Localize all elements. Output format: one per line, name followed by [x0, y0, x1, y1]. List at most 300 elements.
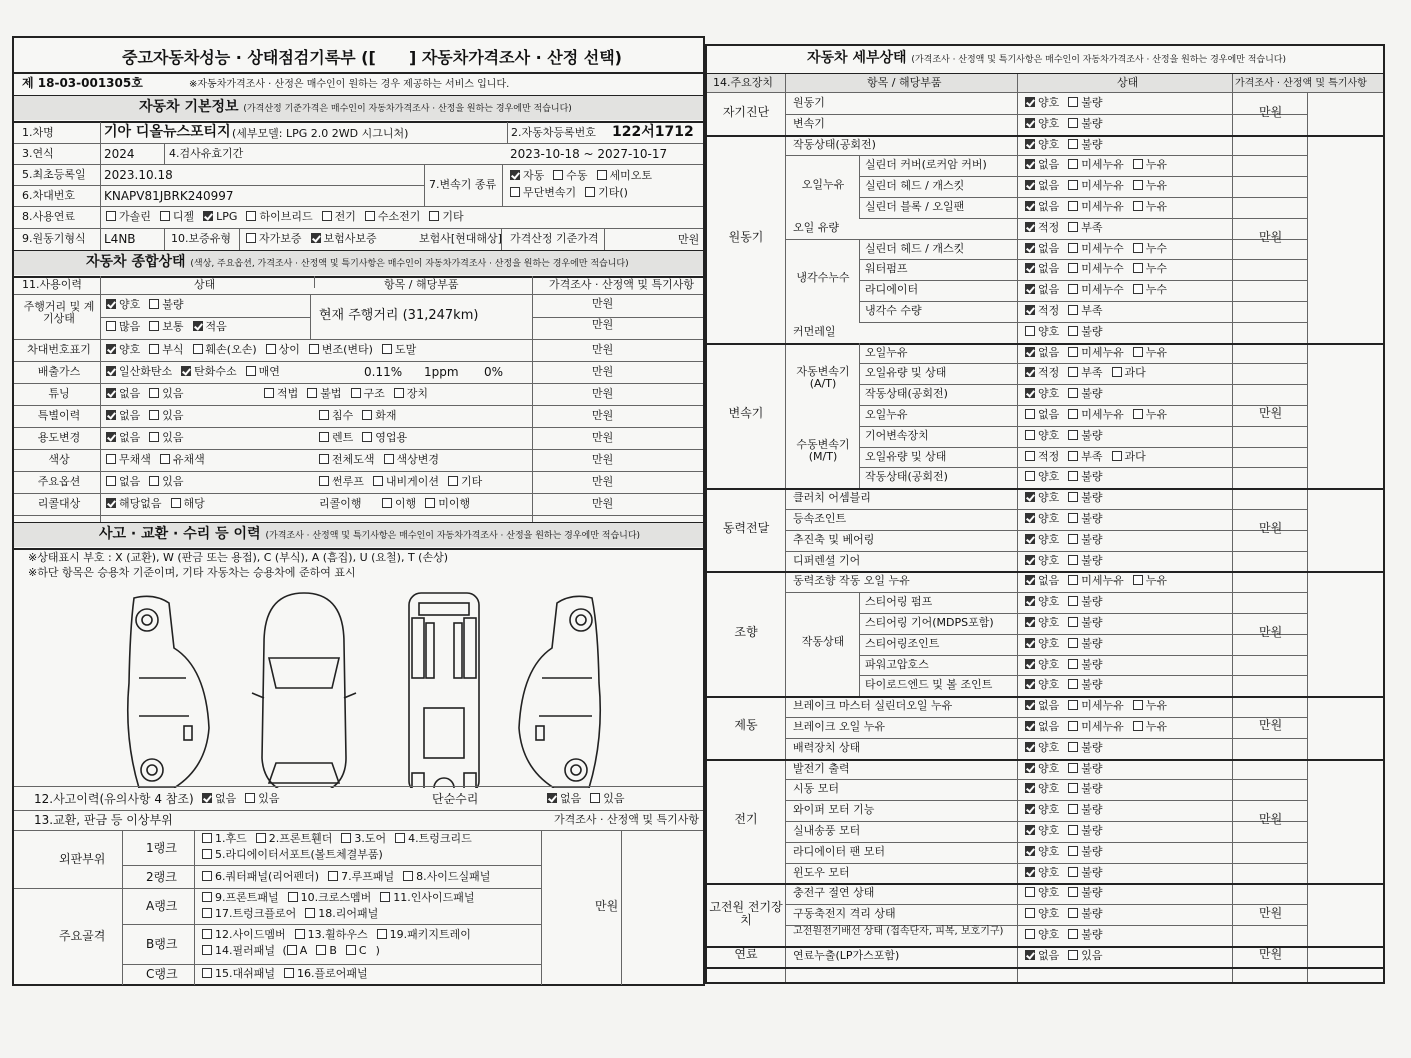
option-label: 19.패키지트레이: [389, 928, 471, 941]
checkbox[interactable]: [1068, 180, 1078, 190]
checkbox[interactable]: [319, 410, 329, 420]
detail-header: [807, 51, 1286, 66]
checkbox[interactable]: [246, 233, 256, 243]
checkbox[interactable]: [149, 299, 159, 309]
checkbox[interactable]: [1068, 451, 1078, 461]
checkbox[interactable]: [1068, 222, 1078, 232]
pillar-checkbox[interactable]: [202, 945, 212, 955]
checkbox-checked[interactable]: [106, 344, 116, 354]
option: [1025, 866, 1059, 879]
checkbox[interactable]: [288, 892, 298, 902]
checkbox-checked[interactable]: [1025, 118, 1035, 128]
option: [1068, 595, 1102, 608]
option: [149, 387, 183, 400]
overall-row-label: 용도변경: [37, 431, 81, 444]
checkbox-checked[interactable]: [1025, 159, 1035, 169]
repair-options: [547, 793, 634, 805]
checkbox[interactable]: [351, 388, 361, 398]
checkbox-checked[interactable]: [1025, 742, 1035, 752]
option: [403, 870, 490, 883]
checkbox[interactable]: [1068, 367, 1078, 377]
checkbox[interactable]: [1133, 201, 1143, 211]
accident-hist-options: [202, 793, 289, 805]
option-label: 양호: [1038, 428, 1060, 442]
checkbox[interactable]: [1068, 638, 1078, 648]
option: [1068, 96, 1102, 109]
option: [1025, 117, 1059, 130]
checkbox[interactable]: [1068, 867, 1078, 877]
accident-note: (가격조사 · 산정액 및 특기사항은 매수인이 자동차가격조사 · 산정을 원하는 경우에만 적습니다): [265, 531, 641, 541]
detail-item-label: 연료누출(LP가스포함): [793, 948, 900, 962]
checkbox[interactable]: [106, 476, 116, 486]
option: [202, 907, 296, 920]
option-label: 불량: [1081, 761, 1103, 775]
option: [429, 210, 463, 223]
checkbox[interactable]: [403, 871, 413, 881]
checkbox[interactable]: [1068, 326, 1078, 336]
checkbox[interactable]: [319, 432, 329, 442]
checkbox[interactable]: [160, 454, 170, 464]
checkbox[interactable]: [202, 833, 212, 843]
checkbox[interactable]: [149, 410, 159, 420]
checkbox[interactable]: [1068, 763, 1078, 773]
checkbox[interactable]: [590, 793, 600, 803]
option: [547, 792, 581, 805]
checkbox[interactable]: [319, 476, 329, 486]
checkbox[interactable]: [1025, 929, 1035, 939]
option-label: 양호: [1038, 96, 1060, 109]
detail-state-options: [1025, 367, 1155, 379]
checkbox[interactable]: [341, 833, 351, 843]
checkbox-checked[interactable]: [1025, 263, 1035, 273]
option-label: 불량: [1081, 116, 1103, 130]
checkbox[interactable]: [1068, 409, 1078, 419]
checkbox-checked[interactable]: [1025, 763, 1035, 773]
checkbox[interactable]: [346, 945, 356, 955]
checkbox[interactable]: [1068, 201, 1078, 211]
checkbox-checked[interactable]: [547, 793, 557, 803]
checkbox[interactable]: [264, 388, 274, 398]
checkbox-checked[interactable]: [1025, 243, 1035, 253]
checkbox[interactable]: [1112, 367, 1122, 377]
checkbox[interactable]: [1025, 430, 1035, 440]
option: [1025, 949, 1059, 962]
checkbox[interactable]: [1068, 700, 1078, 710]
checkbox[interactable]: [597, 170, 607, 180]
option-label: 미세누유: [1081, 158, 1124, 172]
option: [365, 210, 421, 223]
checkbox[interactable]: [106, 454, 116, 464]
option: [1025, 138, 1059, 151]
checkbox-checked[interactable]: [106, 432, 116, 442]
option-label: 없음: [1038, 408, 1060, 421]
checkbox-checked[interactable]: [181, 366, 191, 376]
checkbox[interactable]: [1068, 721, 1078, 731]
checkbox[interactable]: [246, 366, 256, 376]
detail-state-options: [1025, 284, 1176, 296]
checkbox[interactable]: [1133, 409, 1143, 419]
checkbox[interactable]: [1068, 846, 1078, 856]
option-label: 양호: [1038, 844, 1060, 858]
checkbox[interactable]: [1068, 534, 1078, 544]
checkbox-checked[interactable]: [1025, 534, 1035, 544]
option-label: 양호: [1038, 636, 1060, 650]
checkbox[interactable]: [266, 344, 276, 354]
checkbox[interactable]: [362, 432, 372, 442]
checkbox[interactable]: [202, 871, 212, 881]
checkbox[interactable]: [1068, 929, 1078, 939]
checkbox[interactable]: [322, 211, 332, 221]
checkbox[interactable]: [149, 344, 159, 354]
option-label: 적법: [277, 387, 299, 400]
detail-state-options: [1025, 118, 1112, 130]
option: [1133, 699, 1167, 712]
insurer-value: 보험사[현대해상]: [419, 232, 502, 245]
option: [202, 891, 279, 904]
vin-label: 6.차대번호: [22, 189, 75, 202]
checkbox[interactable]: [1068, 388, 1078, 398]
option: [1068, 325, 1102, 338]
checkbox-checked[interactable]: [1025, 347, 1035, 357]
checkbox-checked[interactable]: [106, 498, 116, 508]
detail-item-label: 실린더 커버(로커암 커버): [865, 158, 987, 172]
detail-group-label: 전기: [734, 812, 758, 826]
checkbox[interactable]: [1133, 159, 1143, 169]
checkbox[interactable]: [1068, 347, 1078, 357]
option: [1025, 616, 1059, 629]
option: [384, 453, 440, 466]
detail-price-unit: 만원: [1259, 406, 1283, 421]
checkbox[interactable]: [1068, 97, 1078, 107]
checkbox[interactable]: [1068, 159, 1078, 169]
checkbox-checked[interactable]: [1025, 305, 1035, 315]
checkbox[interactable]: [1068, 555, 1078, 565]
detail-state-options: [1025, 617, 1112, 629]
checkbox[interactable]: [149, 321, 159, 331]
car-left-side-view: [128, 596, 209, 788]
checkbox[interactable]: [160, 211, 170, 221]
option: [1133, 262, 1167, 275]
accident-title: 사고 · 교환 · 수리 등 이력: [99, 526, 261, 542]
checkbox-checked[interactable]: [1025, 367, 1035, 377]
checkbox[interactable]: [1068, 263, 1078, 273]
detail-subgroup-label: 오일누유: [801, 177, 845, 191]
overall-row-options: [106, 410, 193, 422]
checkbox[interactable]: [1068, 804, 1078, 814]
option: [106, 431, 140, 444]
option-label: 과다: [1124, 449, 1146, 463]
checkbox[interactable]: [309, 344, 319, 354]
detail-state-options: [1025, 222, 1112, 234]
checkbox[interactable]: [202, 929, 212, 939]
option: [1025, 845, 1059, 858]
form-title-part2: ] 자동차가격조사 · 산정 선택): [408, 48, 622, 67]
checkbox[interactable]: [1112, 451, 1122, 461]
checkbox[interactable]: [202, 908, 212, 918]
checkbox[interactable]: [316, 945, 326, 955]
checkbox[interactable]: [202, 968, 212, 978]
checkbox[interactable]: [1068, 659, 1078, 669]
overall-row-options: [106, 498, 214, 510]
checkbox[interactable]: [307, 388, 317, 398]
option-label: 불량: [1081, 387, 1103, 401]
option-label: 침수: [332, 409, 354, 422]
checkbox[interactable]: [149, 388, 159, 398]
checkbox-checked[interactable]: [1025, 513, 1035, 523]
checkbox-checked[interactable]: [1025, 492, 1035, 502]
checkbox[interactable]: [246, 211, 256, 221]
checkbox[interactable]: [1133, 347, 1143, 357]
option: [1068, 720, 1124, 733]
checkbox[interactable]: [448, 476, 458, 486]
form-title-part1: 중고자동차성능 · 상태점검기록부 ([: [122, 48, 376, 67]
checkbox-checked[interactable]: [1025, 222, 1035, 232]
option-label: 불량: [1081, 616, 1103, 629]
checkbox-checked[interactable]: [202, 793, 212, 803]
overall-row-label: 주행거리 및 계기상태: [23, 300, 95, 326]
checkbox-checked[interactable]: [106, 410, 116, 420]
detail-price-unit: 만원: [1259, 104, 1283, 119]
checkbox[interactable]: [245, 793, 255, 803]
option-label: 불량: [1081, 553, 1103, 567]
detail-subgroup-label: 냉각수누수: [796, 271, 850, 285]
checkbox[interactable]: [1025, 471, 1035, 481]
checkbox-checked[interactable]: [1025, 825, 1035, 835]
checkbox[interactable]: [1068, 679, 1078, 689]
option-label: 적정: [1038, 220, 1060, 234]
option-label: 양호: [1038, 616, 1060, 629]
checkbox-checked[interactable]: [1025, 139, 1035, 149]
option-label: 불량: [1081, 428, 1103, 442]
detail-state-options: [1025, 929, 1112, 941]
checkbox[interactable]: [1068, 617, 1078, 627]
checkbox-checked[interactable]: [1025, 180, 1035, 190]
checkbox[interactable]: [1133, 700, 1143, 710]
checkbox[interactable]: [1068, 305, 1078, 315]
option: [1025, 782, 1059, 795]
option: [202, 792, 236, 805]
checkbox-checked[interactable]: [203, 211, 213, 221]
checkbox[interactable]: [1025, 451, 1035, 461]
checkbox[interactable]: [384, 454, 394, 464]
option-label: 없음: [215, 792, 237, 805]
checkbox[interactable]: [202, 892, 212, 902]
checkbox-checked[interactable]: [1025, 201, 1035, 211]
checkbox[interactable]: [1068, 825, 1078, 835]
option-label: 양호: [1038, 137, 1060, 151]
checkbox[interactable]: [202, 849, 212, 859]
checkbox-checked[interactable]: [1025, 284, 1035, 294]
detail-state-options: [1025, 659, 1112, 671]
detail-state-options: [1025, 326, 1112, 338]
checkbox-checked[interactable]: [1025, 804, 1035, 814]
checkbox[interactable]: [1068, 139, 1078, 149]
option: [1068, 179, 1124, 192]
checkbox[interactable]: [1068, 471, 1078, 481]
checkbox-checked[interactable]: [1025, 388, 1035, 398]
checkbox[interactable]: [585, 187, 595, 197]
checkbox[interactable]: [362, 410, 372, 420]
checkbox[interactable]: [149, 476, 159, 486]
option-label: 15.대쉬패널: [215, 967, 275, 980]
checkbox-checked[interactable]: [1025, 638, 1035, 648]
option: [1025, 554, 1059, 567]
checkbox-checked[interactable]: [193, 321, 203, 331]
detail-state-options: [1025, 679, 1112, 691]
emission-value: 1ppm: [424, 365, 459, 379]
option: [1025, 491, 1059, 504]
checkbox[interactable]: [305, 908, 315, 918]
checkbox[interactable]: [106, 211, 116, 221]
basic-info-note: (가격산정 기준가격은 매수인이 자동차가격조사 · 산정을 원하는 경우에만 적습니다): [243, 104, 572, 114]
option-label: 3.도어: [354, 832, 387, 845]
first-reg-label: 5.최초등록일: [22, 168, 86, 181]
detail-price-unit: 만원: [1259, 812, 1283, 826]
year-value: 2024: [104, 147, 135, 161]
checkbox-checked[interactable]: [1025, 867, 1035, 877]
detail-item-label: 실린더 블록 / 오일팬: [865, 200, 965, 213]
fuel-options: [106, 211, 473, 223]
checkbox-checked[interactable]: [1025, 659, 1035, 669]
option-label: 불량: [1081, 636, 1103, 650]
checkbox[interactable]: [171, 498, 181, 508]
checkbox[interactable]: [510, 187, 520, 197]
option: [106, 387, 140, 400]
rank1-label: 1랭크: [146, 841, 177, 855]
checkbox[interactable]: [1133, 243, 1143, 253]
checkbox[interactable]: [365, 211, 375, 221]
checkbox[interactable]: [373, 476, 383, 486]
checkbox-checked[interactable]: [311, 233, 321, 243]
option-label: 양호: [1038, 116, 1060, 130]
checkbox[interactable]: [1133, 180, 1143, 190]
checkbox-checked[interactable]: [1025, 846, 1035, 856]
checkbox-checked[interactable]: [1025, 575, 1035, 585]
detail-item-label: 오일유량 및 상태: [865, 449, 947, 463]
option-label: 없음: [1038, 283, 1060, 297]
overall-row-options: [106, 366, 289, 378]
option: [1068, 158, 1124, 171]
recall-item-label: 리콜이행: [319, 497, 362, 510]
pillar-options: [287, 944, 376, 957]
option-label: 세미오토: [609, 169, 653, 182]
checkbox[interactable]: [382, 344, 392, 354]
checkbox[interactable]: [295, 929, 305, 939]
detail-group-label: 자기진단: [722, 104, 770, 119]
checkbox[interactable]: [1068, 887, 1078, 897]
checkbox-checked[interactable]: [1025, 679, 1035, 689]
detail-state-options: [1025, 305, 1112, 317]
checkbox[interactable]: [425, 498, 435, 508]
checkbox[interactable]: [1025, 908, 1035, 918]
checkbox[interactable]: [1025, 887, 1035, 897]
option-label: 양호: [1038, 657, 1060, 671]
checkbox[interactable]: [1025, 326, 1035, 336]
checkbox[interactable]: [1068, 513, 1078, 523]
option: [1025, 658, 1059, 671]
checkbox[interactable]: [193, 344, 203, 354]
checkbox[interactable]: [382, 498, 392, 508]
option-label: 불량: [162, 298, 184, 311]
checkbox-checked[interactable]: [1025, 617, 1035, 627]
option-label: 일산화탄소: [119, 365, 173, 378]
option: [1025, 304, 1059, 317]
option: [1025, 699, 1059, 712]
outer-panel-label: 외판부위: [59, 852, 106, 866]
checkbox[interactable]: [1133, 284, 1143, 294]
checkbox[interactable]: [1133, 721, 1143, 731]
checkbox[interactable]: [380, 892, 390, 902]
checkbox[interactable]: [1025, 409, 1035, 419]
detail-item-label: 스티어링 펌프: [865, 595, 933, 609]
option: [149, 320, 183, 333]
overall-price-unit: 만원: [592, 387, 614, 400]
detail-subgroup-label: 작동상태: [801, 635, 845, 649]
option: [1068, 803, 1102, 816]
option: [425, 497, 470, 510]
option-label: 탄화수소: [194, 365, 237, 378]
checkbox[interactable]: [256, 833, 266, 843]
option: [1068, 117, 1102, 130]
overall-row-options: [106, 432, 193, 444]
checkbox-checked[interactable]: [1025, 721, 1035, 731]
checkbox[interactable]: [553, 170, 563, 180]
checkbox-checked[interactable]: [1025, 555, 1035, 565]
checkbox[interactable]: [1068, 492, 1078, 502]
checkbox-checked[interactable]: [106, 299, 116, 309]
checkbox[interactable]: [1068, 908, 1078, 918]
checkbox-checked[interactable]: [1025, 700, 1035, 710]
option-label: 없음: [1038, 262, 1060, 276]
checkbox[interactable]: [149, 432, 159, 442]
checkbox[interactable]: [377, 929, 387, 939]
checkbox[interactable]: [1068, 596, 1078, 606]
checkbox[interactable]: [1133, 575, 1143, 585]
checkbox[interactable]: [328, 871, 338, 881]
checkbox[interactable]: [287, 945, 297, 955]
checkbox[interactable]: [394, 388, 404, 398]
checkbox-checked[interactable]: [1025, 97, 1035, 107]
checkbox[interactable]: [395, 833, 405, 843]
option: [1068, 346, 1124, 359]
checkbox[interactable]: [319, 454, 329, 464]
checkbox-checked[interactable]: [1025, 596, 1035, 606]
checkbox[interactable]: [1068, 284, 1078, 294]
checkbox[interactable]: [1068, 430, 1078, 440]
checkbox[interactable]: [1068, 118, 1078, 128]
option: [319, 453, 375, 466]
checkbox[interactable]: [106, 321, 116, 331]
option-label: 렌트: [332, 431, 354, 444]
checkbox[interactable]: [1068, 243, 1078, 253]
checkbox-checked[interactable]: [106, 388, 116, 398]
checkbox[interactable]: [284, 968, 294, 978]
checkbox-checked[interactable]: [106, 366, 116, 376]
checkbox-checked[interactable]: [1025, 783, 1035, 793]
option-label: 미이행: [438, 497, 471, 510]
checkbox[interactable]: [1068, 575, 1078, 585]
validity-value: 2023-10-18 ~ 2027-10-17: [510, 147, 668, 161]
checkbox[interactable]: [1133, 263, 1143, 273]
checkbox-checked[interactable]: [1025, 950, 1035, 960]
checkbox[interactable]: [1068, 742, 1078, 752]
option-label: 양호: [1038, 387, 1060, 401]
checkbox[interactable]: [1068, 783, 1078, 793]
checkbox[interactable]: [1068, 950, 1078, 960]
form-title: [122, 49, 622, 67]
checkbox[interactable]: [429, 211, 439, 221]
checkbox-checked[interactable]: [510, 170, 520, 180]
